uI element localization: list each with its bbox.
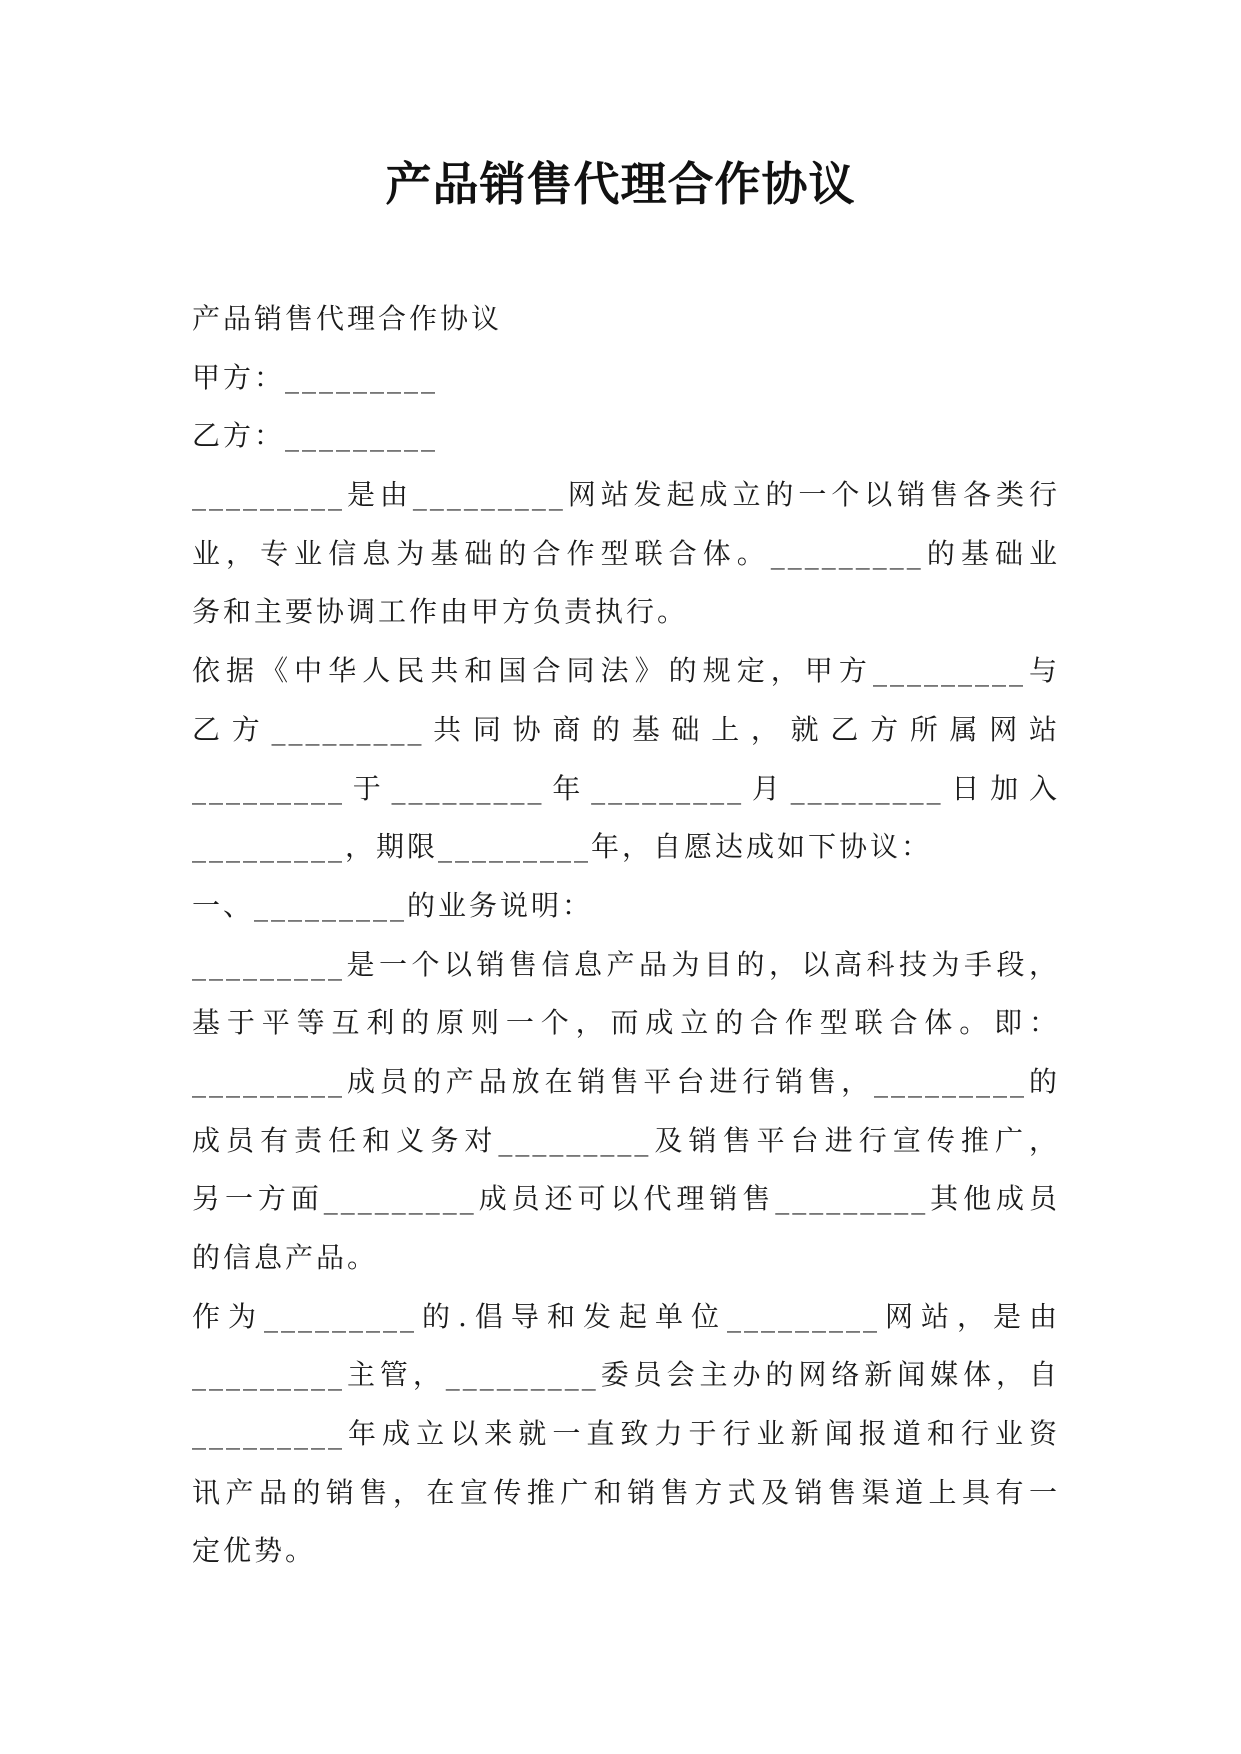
document-line: 定优势。 bbox=[192, 1534, 317, 1568]
document-line: 业，专业信息为基础的合作型联合体。_________的基础业 bbox=[192, 536, 1060, 570]
document-line: 成员有责任和义务对_________及销售平台进行宣传推广， bbox=[192, 1123, 1060, 1157]
document-line: 的信息产品。 bbox=[192, 1241, 379, 1274]
document-line: 乙方：_________ bbox=[192, 419, 439, 453]
document-line: _________年成立以来就一直致力于行业新闻报道和行业资 bbox=[192, 1417, 1060, 1451]
document-line: 乙方_________共同协商的基础上，就乙方所属网站 bbox=[192, 712, 1060, 746]
document-line: 作为_________的.倡导和发起单位_________网站，是由 bbox=[192, 1299, 1060, 1333]
document-line: 另一方面_________成员还可以代理销售_________其他成员 bbox=[192, 1182, 1060, 1216]
document-line: 务和主要协调工作由甲方负责执行。 bbox=[192, 595, 689, 629]
document-line: _________，期限_________年，自愿达成如下协议： bbox=[192, 830, 933, 864]
document-line: _________是由_________网站发起成立的一个以销售各类行 bbox=[192, 478, 1060, 512]
document-line: _________主管，_________委员会主办的网络新闻媒体，自 bbox=[192, 1358, 1060, 1392]
document-line: 一、_________的业务说明： bbox=[192, 888, 594, 922]
document-line: 讯产品的销售，在宣传推广和销售方式及销售渠道上具有一 bbox=[192, 1475, 1060, 1509]
document-line: 甲方：_________ bbox=[192, 360, 439, 394]
document-line: 基于平等互利的原则一个，而成立的合作型联合体。即： bbox=[192, 1006, 1060, 1040]
document-line: 依据《中华人民共和国合同法》的规定，甲方_________与 bbox=[192, 654, 1060, 688]
document-line: _________是一个以销售信息产品为目的，以高科技为手段， bbox=[192, 947, 1060, 981]
document-body bbox=[192, 290, 1060, 1581]
document-line: 产品销售代理合作协议 bbox=[192, 302, 503, 335]
page-title: 产品销售代理合作协议 bbox=[385, 157, 856, 211]
document-line: _________成员的产品放在销售平台进行销售，_________的 bbox=[192, 1064, 1060, 1098]
document-line: _________于_________年_________月_________日加入 bbox=[192, 771, 1060, 805]
